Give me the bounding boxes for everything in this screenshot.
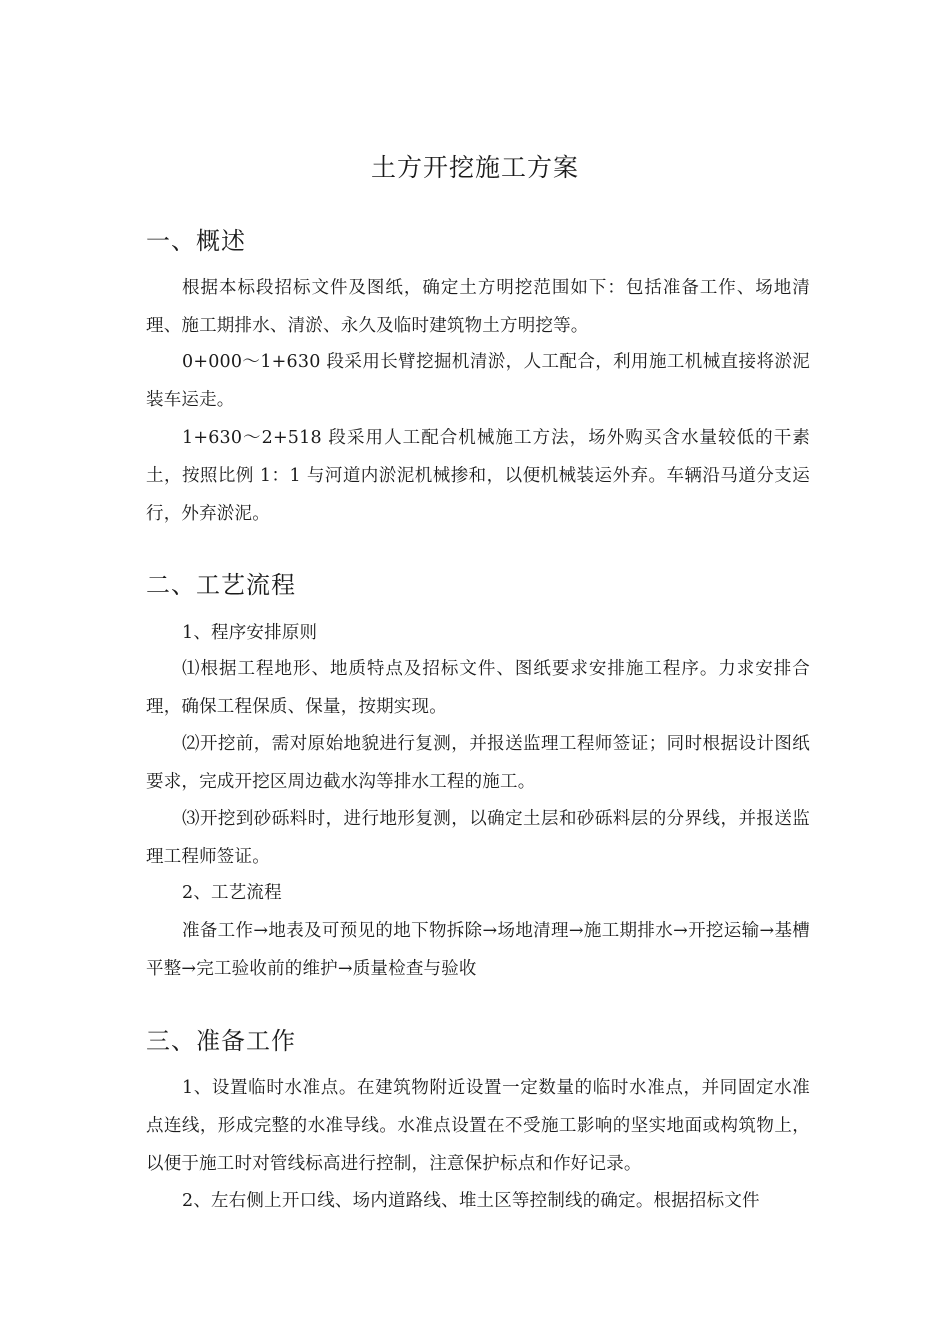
process-item-1: ⑴根据工程地形、地质特点及招标文件、图纸要求安排施工程序。力求安排合理，确保工程保质、保量，按期实现。 — [146, 659, 810, 717]
overview-paragraph-2: 0+000～1+630 段采用长臂挖掘机清淤，人工配合，利用施工机械直接将淤泥装车运走。 — [146, 352, 810, 410]
process-subheading-principles: 1、程序安排原则 — [182, 623, 318, 643]
document-title: 土方开挖施工方案 — [370, 153, 579, 182]
process-subheading-flow: 2、工艺流程 — [182, 883, 282, 903]
section-heading-process: 二、工艺流程 — [146, 571, 296, 599]
process-flow-text: 准备工作→地表及可预见的地下物拆除→场地清理→施工期排水→开挖运输→基槽平整→完工验收前的维护→质量检查与验收 — [146, 921, 810, 979]
process-item-3: ⑶开挖到砂砾料时，进行地形复测，以确定土层和砂砾料层的分界线，并报送监理工程师签证。 — [146, 809, 810, 867]
section-heading-preparation: 三、准备工作 — [146, 1027, 296, 1055]
overview-paragraph-3: 1+630～2+518 段采用人工配合机械施工方法，场外购买含水量较低的干素土，按照比例 1：1 与河道内淤泥机械掺和，以便机械装运外弃。车辆沿马道分支运行，外弃淤泥。 — [146, 428, 810, 524]
preparation-paragraph-2: 2、左右侧上开口线、场内道路线、堆土区等控制线的确定。根据招标文件 — [182, 1191, 760, 1211]
process-item-2: ⑵开挖前，需对原始地貌进行复测，并报送监理工程师签证；同时根据设计图纸要求，完成开挖区周边截水沟等排水工程的施工。 — [146, 734, 810, 792]
preparation-paragraph-1: 1、设置临时水准点。在建筑物附近设置一定数量的临时水准点，并同固定水准点连线，形成完整的水准导线。水准点设置在不受施工影响的坚实地面或构筑物上，以便于施工时对管线标高进行控制，注意保护标点和作好记录。 — [146, 1078, 810, 1174]
overview-paragraph-1: 根据本标段招标文件及图纸，确定土方明挖范围如下：包括准备工作、场地清理、施工期排水、清淤、永久及临时建筑物土方明挖等。 — [146, 278, 810, 336]
section-heading-overview: 一、概述 — [146, 227, 246, 255]
